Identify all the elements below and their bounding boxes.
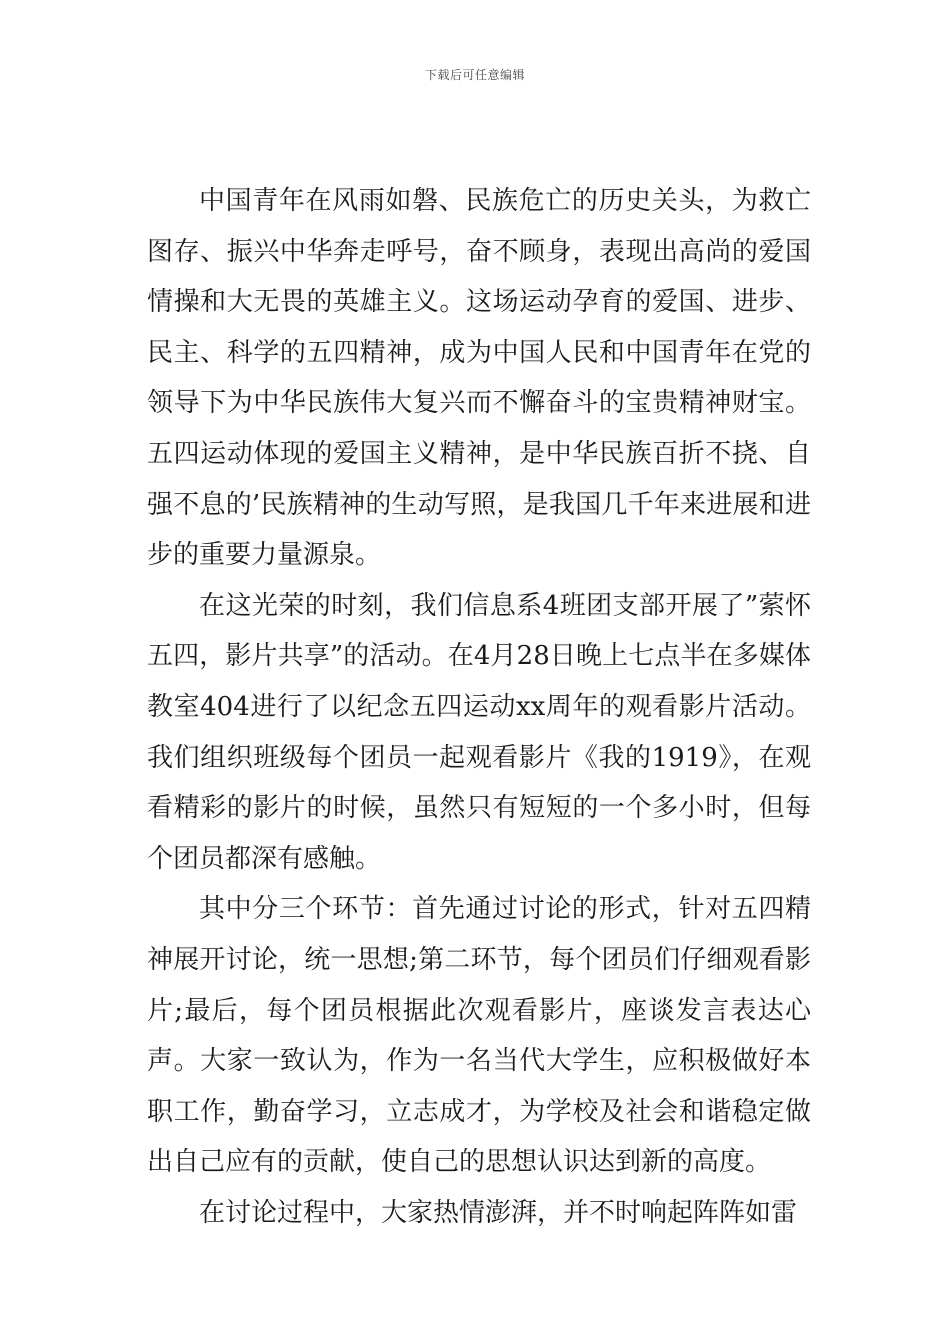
document-body xyxy=(147,176,811,1238)
paragraph-3: 其中分三个环节：首先通过讨论的形式，针对五四精神展开讨论，统一思想;第二环节，每个团员们仔细观看影片;最后，每个团员根据此次观看影片，座谈发言表达心声。大家一致认为，作为一名当代大学生，应积极做好本职工作，勤奋学习，立志成才，为学校及社会和谐稳定做出自己应有的贡献，使自己的思想认识达到新的高度。 xyxy=(147,894,811,1178)
paragraph-4: 在讨论过程中，大家热情澎湃，并不时响起阵阵如雷 xyxy=(199,1197,798,1228)
paragraph-2: 在这光荣的时刻，我们信息系4班团支部开展了”萦怀五四，影片共享”的活动。在4月28日晚上七点半在多媒体教室404进行了以纪念五四运动xx周年的观看影片活动。我们组织班级每个团员一起观看影片《我的1919》，在观看精彩的影片的时候，虽然只有短短的一个多小时，但每个团员都深有感触。 xyxy=(147,590,811,874)
paragraph-1: 中国青年在风雨如磐、民族危亡的历史关头，为救亡图存、振兴中华奔走呼号，奋不顾身，表现出高尚的爱国情操和大无畏的英雄主义。这场运动孕育的爱国、进步、民主、科学的五四精神，成为中国人民和中国青年在党的领导下为中华民族伟大复兴而不懈奋斗的宝贵精神财宝。五四运动体现的爱国主义精神，是中华民族百折不挠、自强不息的’民族精神的生动写照，是我国几千年来进展和进步的重要力量源泉。 xyxy=(147,186,811,571)
header-note: 下载后可任意编辑 xyxy=(424,68,525,82)
